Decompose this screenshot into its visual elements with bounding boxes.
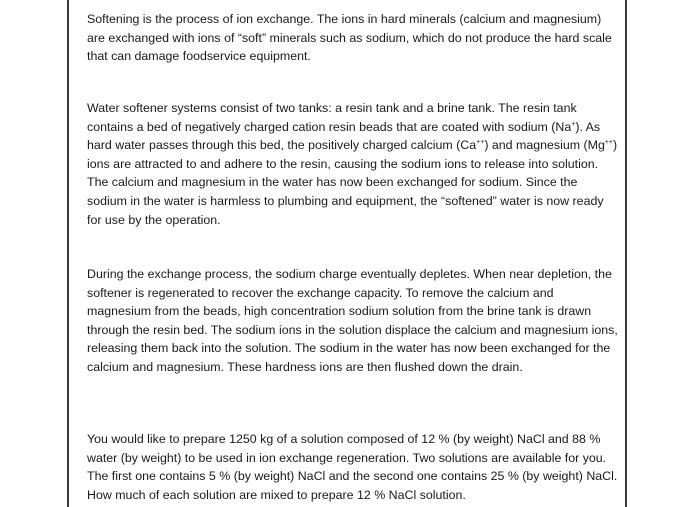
- calcium-charge-sup: ++: [476, 139, 485, 147]
- sodium-charge-sup: +: [571, 120, 576, 128]
- p2-text-c: ) and magnesium (Mg: [484, 138, 605, 153]
- paragraph-regeneration: During the exchange process, the sodium charge eventually depletes. When near depletion, the softener is regenerated to recover the exchange capacity. To remove the calcium and magnesium from the beads, high concentration sodium solution from the brine tank is drawn through the resin bed. The sodium ions in the solution displace the calcium and magnesium ions, releasing them back into the solution. The sodium in the water has now been exchanged for the calcium and magnesium. These hardness ions are then flushed down the drain.: [87, 267, 618, 374]
- paragraph-softening-intro: Softening is the process of ion exchange. The ions in hard minerals (calcium and magnesium) are exchanged with ions of “soft” minerals such as sodium, which do not produce the hard scale that can damage foodservice equipment.: [87, 12, 612, 64]
- page-right-border: [625, 0, 627, 507]
- p2-text-b: ). As hard water passes through this bed, the positively charged calcium (Ca: [87, 119, 601, 153]
- p2-text-d: ) ions are attracted to and adhere to the resin, causing the sodium ions to release into solution. The calcium and magnesium in the water has now been exchanged for sodium. Since the sodium in the water is harmless to plumbing and equipment, the “softened” water is now ready for use by the operation.: [87, 138, 618, 227]
- page-left-border: [67, 0, 69, 507]
- paragraph-softener-systems: [87, 99, 619, 229]
- paragraph-problem-statement: You would like to prepare 1250 kg of a solution composed of 12 % (by weight) NaCl and 88 % water (by weight) to be used in ion exchange regeneration. Two solutions are available for you. The first one contains 5 % (by weight) NaCl and the second one contains 25 % (by weight) NaCl. How much of each solution are mixed to prepare 12 % NaCl solution.: [87, 432, 618, 502]
- magnesium-charge-sup: ++: [604, 139, 614, 147]
- p2-text-a: Water softener systems consist of two tanks: a resin tank and a brine tank. The resin tank contains a bed of negatively charged cation resin beads that are coated with sodium (Na: [87, 101, 577, 134]
